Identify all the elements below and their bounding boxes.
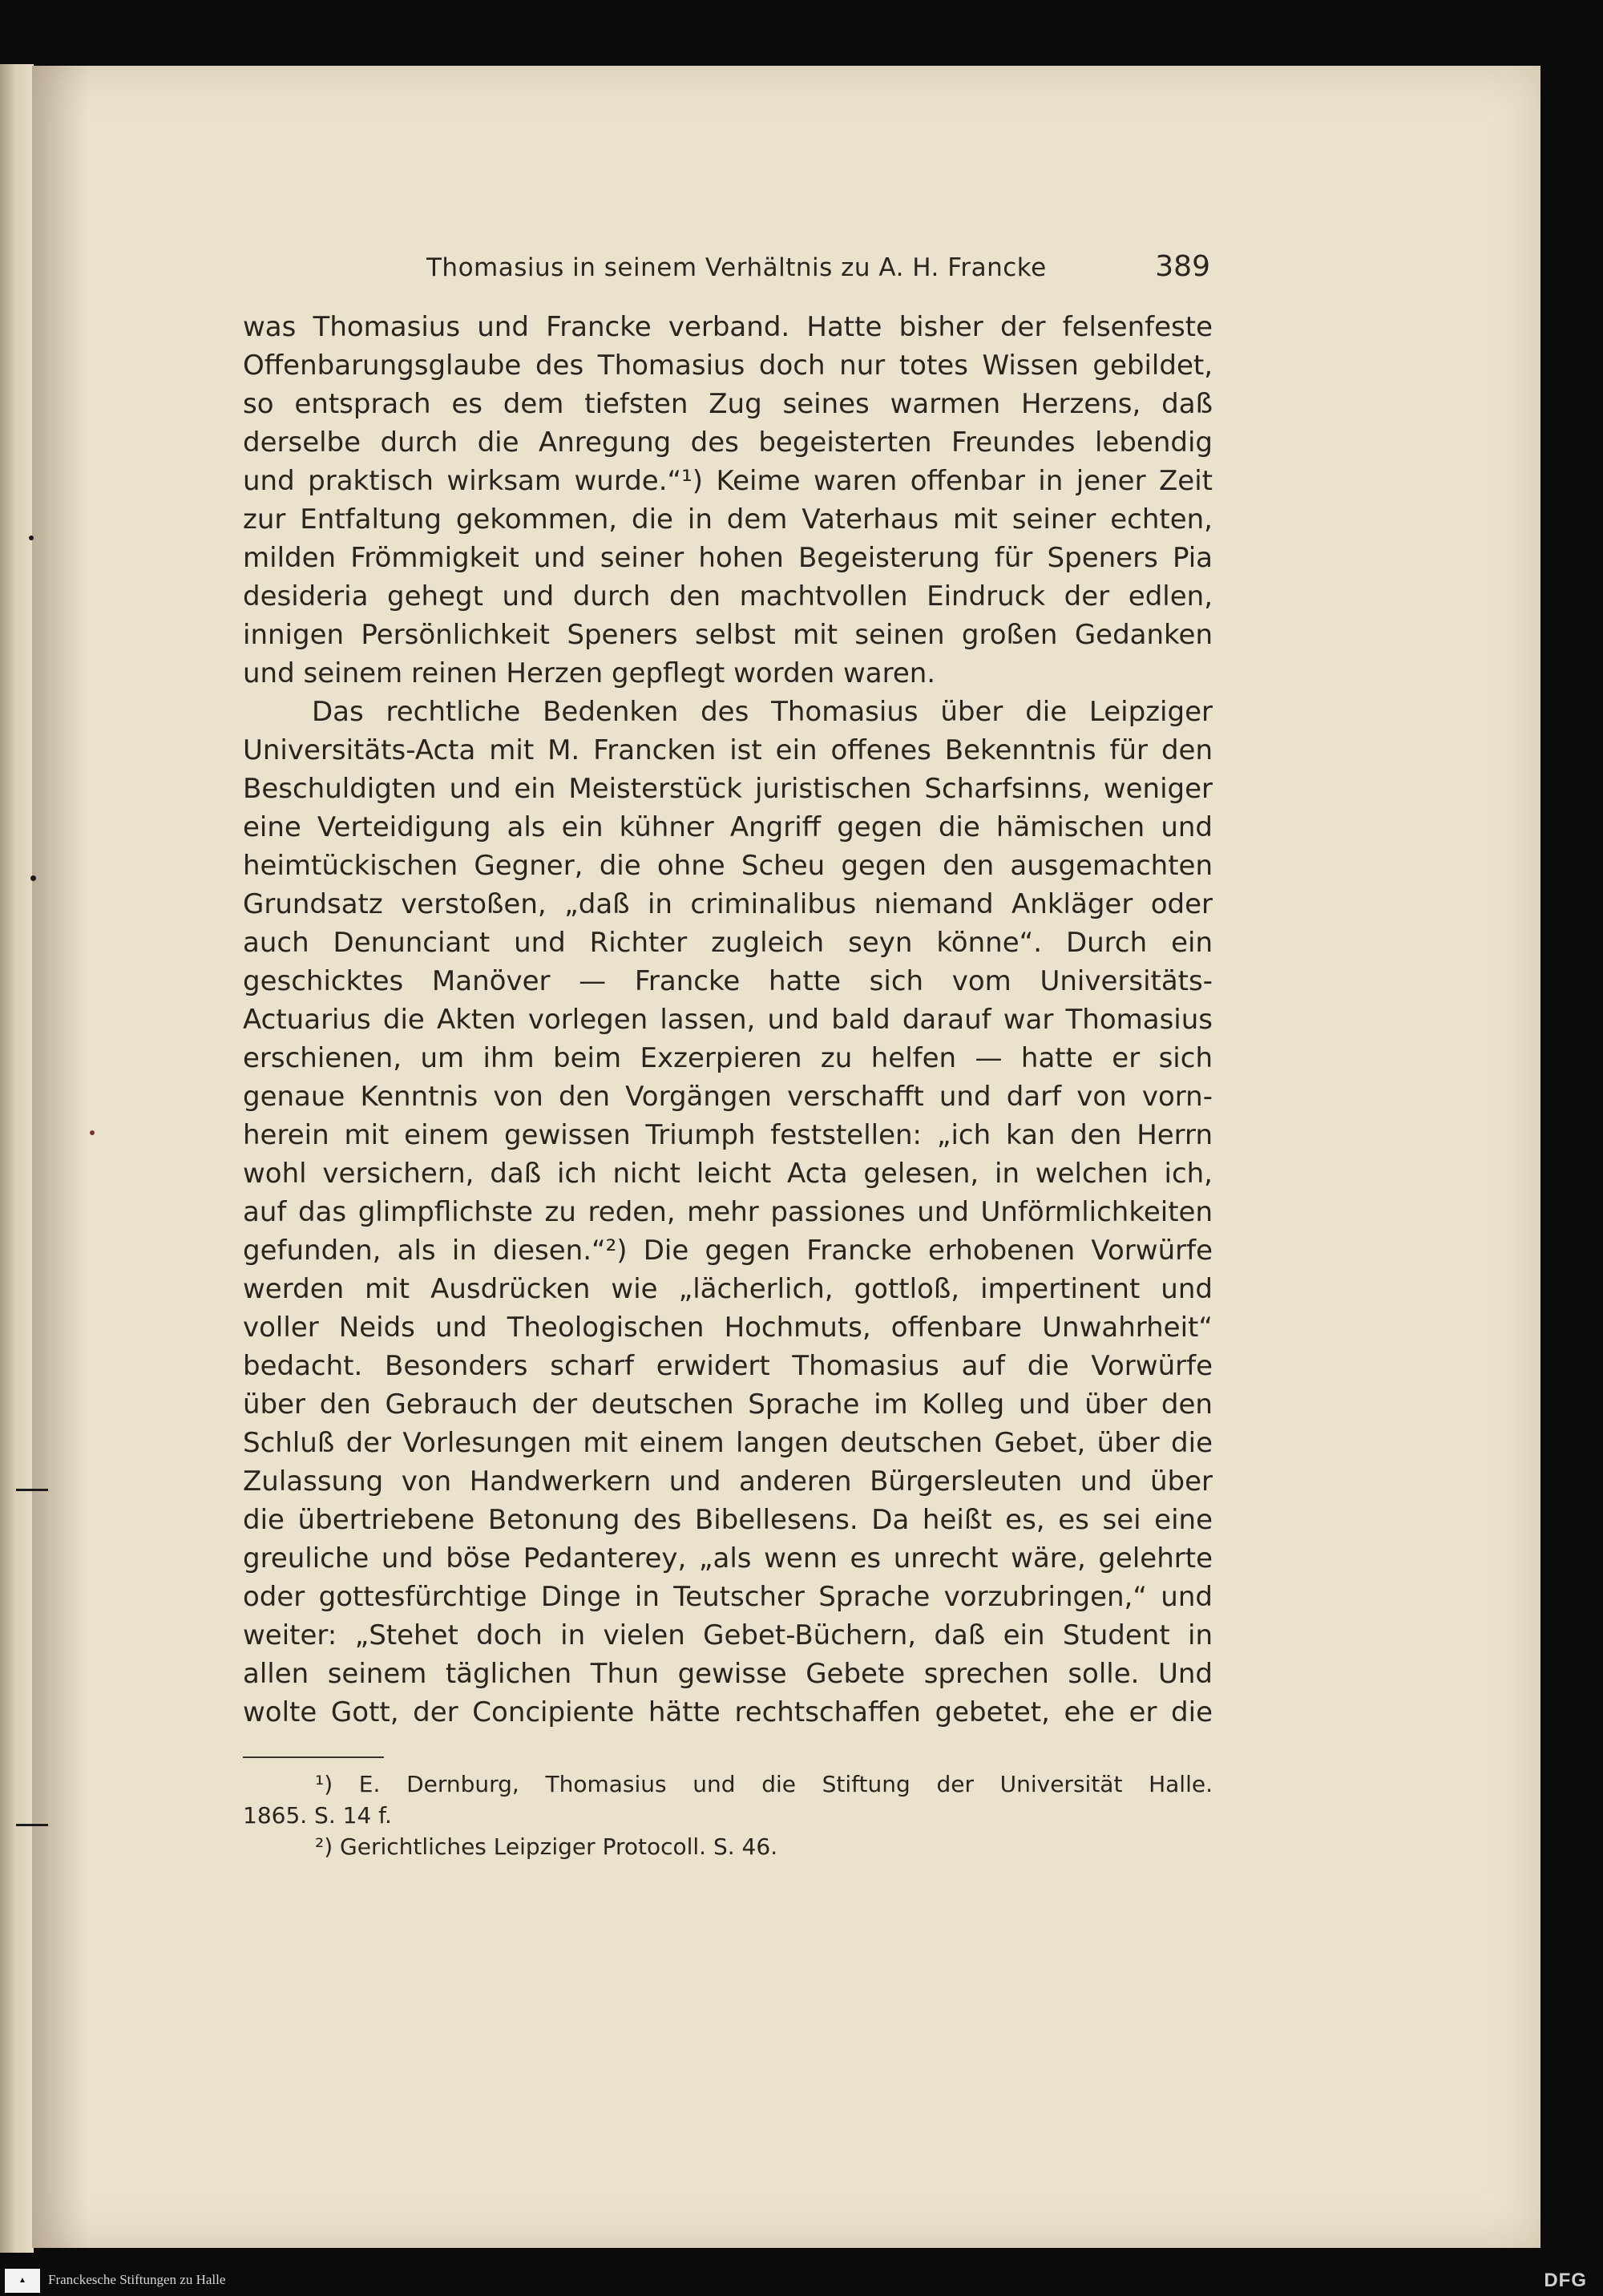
text-line: geschicktes Manöver — Francke hatte sich vom Universitäts- [243, 965, 1213, 997]
text-line: wohl versichern, daß ich nicht leicht Acta gelesen, in welchen ich, [243, 1158, 1213, 1190]
text-line: Offenbarungsglaube des Thomasius doch nur totes Wissen gebildet, [243, 350, 1213, 382]
text-line: auf das glimpflichste zu reden, mehr passiones und Unförmlichkeiten [243, 1196, 1213, 1228]
text-line: derselbe durch die Anregung des begeisterten Freundes lebendig [243, 426, 1213, 459]
footnote-line: ²) Gerichtliches Leipziger Protocoll. S. 46. [315, 1833, 778, 1860]
text-line: genaue Kenntnis von den Vorgängen verschafft und darf von vorn- [243, 1081, 1213, 1113]
text-line: voller Neids und Theologischen Hochmuts, offenbare Unwahrheit“ [243, 1312, 1213, 1344]
page-number: 389 [1155, 250, 1210, 283]
footnote-rule [243, 1756, 384, 1758]
text-line: Das rechtliche Bedenken des Thomasius über die Leipziger [312, 696, 1213, 728]
text-line: eine Verteidigung als ein kühner Angriff gegen die hämischen und [243, 811, 1213, 843]
text-line: allen seinem täglichen Thun gewisse Gebete sprechen solle. Und [243, 1658, 1213, 1690]
gutter-shadow [32, 66, 88, 2248]
footnote-line: ¹) E. Dernburg, Thomasius und die Stiftung der Universität Halle. [315, 1771, 1213, 1797]
margin-mark [30, 875, 36, 881]
footnote-line: 1865. S. 14 f. [243, 1802, 392, 1829]
text-line: die übertriebene Betonung des Bibellesens. Da heißt es, es sei eine [243, 1504, 1213, 1536]
text-line: desideria gehegt und durch den machtvollen Eindruck der edlen, [243, 580, 1213, 612]
text-line: was Thomasius und Francke verband. Hatte bisher der felsenfeste [243, 311, 1213, 343]
text-line: Actuarius die Akten vorlegen lassen, und bald darauf war Thomasius [243, 1004, 1213, 1036]
text-line: bedacht. Besonders scharf erwidert Thomasius auf die Vorwürfe [243, 1350, 1213, 1382]
text-line: zur Entfaltung gekommen, die in dem Vaterhaus mit seiner echten, [243, 503, 1213, 536]
text-line: innigen Persönlichkeit Speners selbst mit seinen großen Gedanken [243, 619, 1213, 651]
margin-mark [16, 1824, 48, 1826]
text-line: greuliche und böse Pedanterey, „als wenn es unrecht wäre, gelehrte [243, 1542, 1213, 1574]
margin-mark [90, 1130, 95, 1135]
text-line: über den Gebrauch der deutschen Sprache im Kolleg und über den [243, 1389, 1213, 1421]
text-line: Beschuldigten und ein Meisterstück juristischen Scharfsinns, weniger [243, 773, 1213, 805]
paragraph [243, 693, 1213, 1732]
text-line: Universitäts-Acta mit M. Francken ist ein offenes Bekenntnis für den [243, 734, 1213, 766]
text-line: wolte Gott, der Concipiente hätte rechtschaffen gebetet, ehe er die [243, 1696, 1213, 1728]
viewer-footer [0, 2266, 1603, 2296]
body-text [243, 308, 1213, 1732]
text-line: milden Frömmigkeit und seiner hohen Begeisterung für Speners Pia [243, 542, 1213, 574]
text-line: erschienen, um ihm beim Exzerpieren zu helfen — hatte er sich [243, 1042, 1213, 1074]
text-line: auch Denunciant und Richter zugleich seyn könne“. Durch ein [243, 927, 1213, 959]
running-title: Thomasius in seinem Verhältnis zu A. H. Francke [426, 253, 1047, 282]
margin-mark [29, 536, 34, 540]
footnotes [243, 1768, 1213, 1862]
institution-name: Franckesche Stiftungen zu Halle [48, 2272, 226, 2287]
text-line: und praktisch wirksam wurde.“¹) Keime waren offenbar in jener Zeit [243, 465, 1213, 497]
dfg-logo: DFG [1544, 2270, 1587, 2291]
institution-logo-icon: ▲ [5, 2269, 40, 2293]
margin-mark [16, 1489, 48, 1491]
paragraph [243, 308, 1213, 693]
running-head [240, 250, 1210, 283]
text-line: Schluß der Vorlesungen mit einem langen deutschen Gebet, über die [243, 1427, 1213, 1459]
text-line: werden mit Ausdrücken wie „lächerlich, gottloß, impertinent und [243, 1273, 1213, 1305]
text-line: Zulassung von Handwerkern und anderen Bürgersleuten und über [243, 1465, 1213, 1498]
text-line: Grundsatz verstoßen, „daß in criminalibus niemand Ankläger oder [243, 888, 1213, 920]
previous-page-edge [0, 64, 34, 2253]
text-line: so entsprach es dem tiefsten Zug seines warmen Herzens, daß [243, 388, 1213, 420]
text-line: und seinem reinen Herzen gepflegt worden waren. [243, 657, 936, 689]
text-line: oder gottesfürchtige Dinge in Teutscher Sprache vorzubringen,“ und [243, 1581, 1213, 1613]
text-line: weiter: „Stehet doch in vielen Gebet-Büchern, daß ein Student in [243, 1619, 1213, 1651]
text-line: gefunden, als in diesen.“²) Die gegen Francke erhobenen Vorwürfe [243, 1235, 1213, 1267]
text-line: herein mit einem gewissen Triumph feststellen: „ich kan den Herrn [243, 1119, 1213, 1151]
text-line: heimtückischen Gegner, die ohne Scheu gegen den ausgemachten [243, 850, 1213, 882]
